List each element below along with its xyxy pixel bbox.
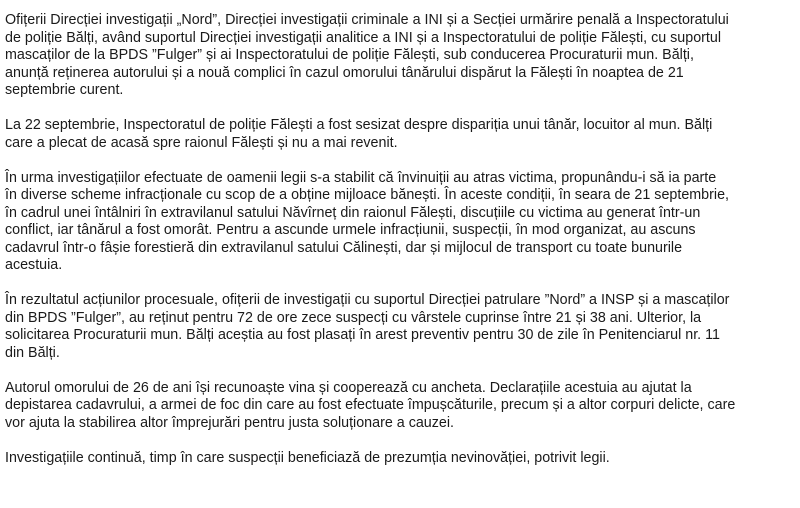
news-article bbox=[5, 12, 795, 467]
paragraph-disappearance-report: La 22 septembrie, Inspectoratul de poliție Fălești a fost sesizat despre dispariția unui tânăr, locuitor al mun. Bălți care a plecat de acasă spre raionul Fălești și nu a mai revenit. bbox=[5, 117, 713, 151]
paragraph-detention: În rezultatul acțiunilor procesuale, ofițerii de investigații cu suportul Direcției patrulare ”Nord” a INSP și a mascaților din BPDS ”Fulger”, au reținut pentru 72 de ore zece suspecți cu vârstele cuprinse între 21 și 38 ani. Ulterior, la solicitarea Procuraturii mun. Bălți aceștia au fost plasați în arest preventiv pentru 30 de zile în Penitenciarul nr. 11 din Bălți. bbox=[5, 292, 730, 361]
paragraph-investigation-findings: În urma investigațiilor efectuate de oamenii legii s-a stabilit că învinuiții au atras victima, propunându-i să ia parte în diverse scheme infracționale cu scop de a obține mijloace bănești. În aceste condiții, în seara de 21 septembrie, în cadrul unei întâlniri în extravilanul satului Năvîrneț din raionul Fălești, discuțiile cu victima au generat într-un conflict, iar tânărul a fost omorât. Pentru a ascunde urmele infracțiunii, suspecții, în mod organizat, au ascuns cadavrul într-o fâșie forestieră din extravilanul satului Călinești, dar și mijlocul de transport cu toate bunurile acestuia. bbox=[5, 169, 729, 273]
paragraph-conclusion: Investigațiile continuă, timp în care suspecții beneficiază de prezumția nevinovăției, potrivit legii. bbox=[5, 449, 610, 466]
paragraph-confession: Autorul omorului de 26 de ani își recunoaște vina și cooperează cu ancheta. Declarațiile acestuia au ajutat la depistarea cadavrului, a armei de foc din care au fost efectuate împușcăturile, precum și a altor corpuri delicte, care vor ajuta la stabilirea altor împrejurări pentru justa soluționare a cauzei. bbox=[5, 379, 736, 431]
paragraph-arrest-announcement: Ofițerii Direcției investigații „Nord”, Direcției investigații criminale a INI și a Secției urmărire penală a Inspectoratului de poliție Bălți, având suportul Direcției investigații analitice a INI și a Inspectoratului de poliție Fălești, cu suportul mascaților de la BPDS ”Fulger” și ai Inspectoratului de poliție Fălești, sub conducerea Procuraturii mun. Bălți, anunță reținerea autorului și a nouă complici în cazul omorului tânărului dispărut la Fălești în noaptea de 21 septembrie curent. bbox=[5, 12, 729, 98]
